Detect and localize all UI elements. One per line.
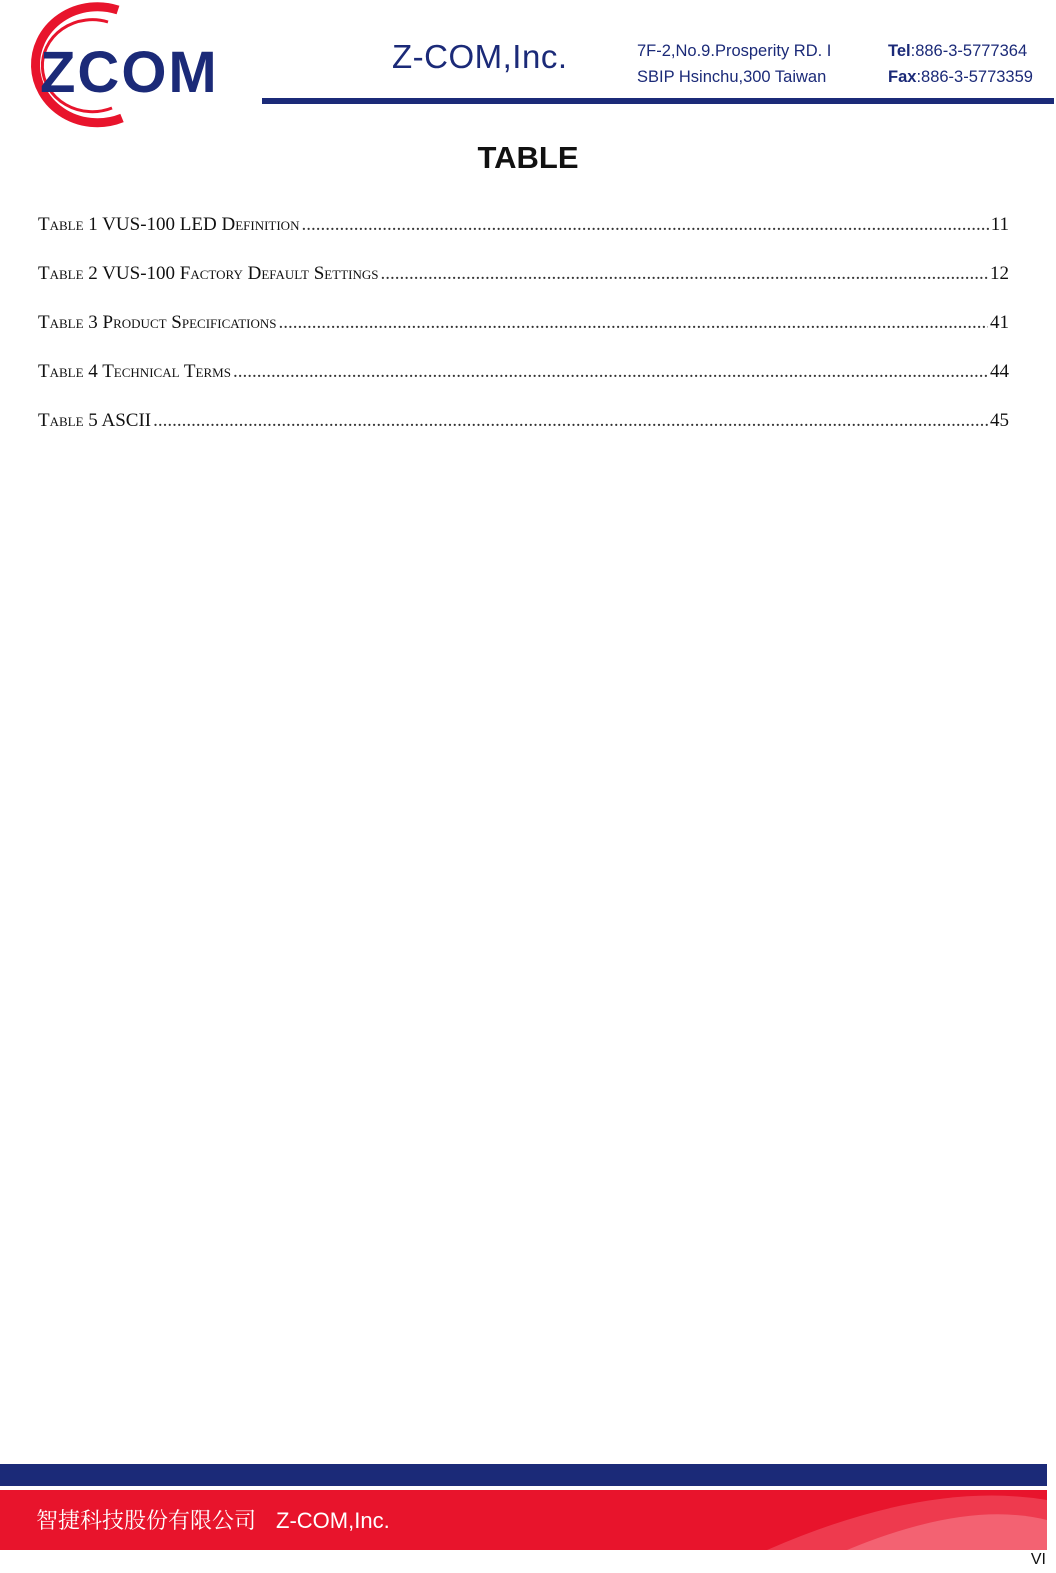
tel-line [888,38,1033,64]
toc-entry-page: 45 [990,410,1009,431]
toc-entry-label: Table 2 VUS-100 Factory Default Settings [38,263,379,284]
table-of-contents [38,214,1009,459]
toc-entry-page: 44 [990,361,1009,382]
toc-leader-dots [380,263,988,285]
page-number: VI [1030,1551,1046,1568]
fax-line [888,64,1033,90]
toc-entry[interactable] [38,410,1009,459]
footer-swoosh-graphic [727,1490,1047,1550]
toc-entry[interactable] [38,214,1009,263]
footer-english-name: Z-COM,Inc. [276,1508,390,1533]
footer-navy-band [0,1464,1047,1486]
toc-entry[interactable] [38,312,1009,361]
fax-label: Fax [888,68,917,86]
company-name: Z-COM,Inc. [392,38,568,75]
zcom-logo [0,0,262,130]
toc-entry-label: Table 4 Technical Terms [38,361,231,382]
toc-entry[interactable] [38,361,1009,410]
header-rule [262,98,1054,104]
address-line-1: 7F-2,No.9.Prosperity RD. I [637,42,832,60]
toc-entry-label: Table 1 VUS-100 LED Definition [38,214,300,235]
toc-entry-label: Table 5 ASCII [38,410,152,431]
company-address [637,38,831,90]
toc-leader-dots [233,361,988,383]
address-line-2: SBIP Hsinchu,300 Taiwan [637,68,827,86]
page-title: TABLE [477,140,579,175]
company-contact [888,38,1033,90]
footer-company [36,1504,390,1535]
tel-label: Tel [888,42,911,60]
toc-leader-dots [279,312,988,334]
toc-entry[interactable] [38,263,1009,312]
toc-leader-dots [153,410,988,432]
footer-red-band [0,1490,1047,1550]
toc-entry-page: 12 [990,263,1009,284]
toc-leader-dots [301,214,988,236]
fax-value: :886-3-5773359 [916,68,1033,86]
toc-entry-page: 11 [990,214,1009,235]
tel-value: :886-3-5777364 [910,42,1028,60]
footer-chinese-name: 智捷科技股份有限公司 [36,1509,257,1534]
svg-text:ZCOM: ZCOM [40,40,219,105]
toc-entry-page: 41 [990,312,1009,333]
toc-entry-label: Table 3 Product Specifications [38,312,277,333]
